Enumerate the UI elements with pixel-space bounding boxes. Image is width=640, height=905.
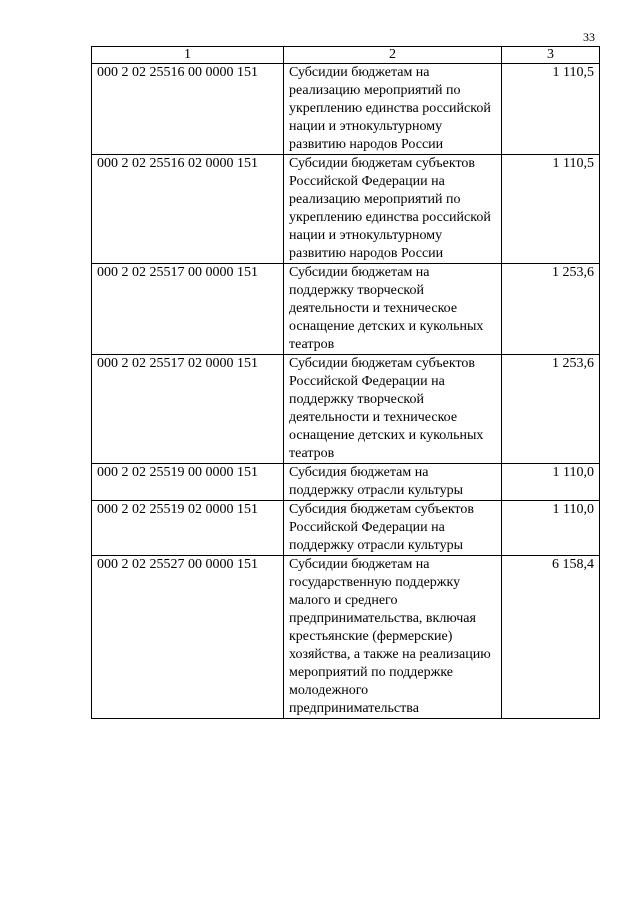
row-name: Субсидии бюджетам субъектов Российской Федерации на реализацию мероприятий по укреплению единства российской нации и этнокультурному развитию народов России: [284, 155, 502, 264]
row-code: 000 2 02 25519 00 0000 151: [92, 464, 284, 501]
budget-table: [91, 46, 600, 719]
table-row: [92, 264, 600, 355]
page-number: 33: [583, 30, 595, 44]
row-amount: 1 110,0: [502, 501, 600, 556]
row-amount: 1 253,6: [502, 264, 600, 355]
row-code: 000 2 02 25516 00 0000 151: [92, 64, 284, 155]
column-header-amount: 3: [502, 47, 600, 64]
column-header-code: 1: [92, 47, 284, 64]
row-amount: 1 110,5: [502, 64, 600, 155]
row-name: Субсидии бюджетам субъектов Российской Федерации на поддержку творческой деятельности и техническое оснащение детских и кукольных театров: [284, 355, 502, 464]
row-code: 000 2 02 25527 00 0000 151: [92, 556, 284, 719]
row-amount: 1 110,0: [502, 464, 600, 501]
row-name: Субсидии бюджетам на реализацию мероприятий по укреплению единства российской нации и этнокультурному развитию народов России: [284, 64, 502, 155]
row-amount: 1 253,6: [502, 355, 600, 464]
row-amount: 6 158,4: [502, 556, 600, 719]
row-name: Субсидии бюджетам на поддержку творческой деятельности и техническое оснащение детских и кукольных театров: [284, 264, 502, 355]
table-row: [92, 556, 600, 719]
row-code: 000 2 02 25516 02 0000 151: [92, 155, 284, 264]
table-row: [92, 464, 600, 501]
row-amount: 1 110,5: [502, 155, 600, 264]
row-code: 000 2 02 25519 02 0000 151: [92, 501, 284, 556]
row-name: Субсидия бюджетам на поддержку отрасли культуры: [284, 464, 502, 501]
table-row: [92, 64, 600, 155]
table-row: [92, 155, 600, 264]
row-code: 000 2 02 25517 02 0000 151: [92, 355, 284, 464]
table-row: [92, 355, 600, 464]
row-name: Субсидия бюджетам субъектов Российской Федерации на поддержку отрасли культуры: [284, 501, 502, 556]
table-row: [92, 501, 600, 556]
row-code: 000 2 02 25517 00 0000 151: [92, 264, 284, 355]
table-header-row: [92, 47, 600, 64]
column-header-name: 2: [284, 47, 502, 64]
row-name: Субсидии бюджетам на государственную поддержку малого и среднего предпринимательства, включая крестьянские (фермерские) хозяйства, а также на реализацию мероприятий по поддержке молодежного предпринимательства: [284, 556, 502, 719]
